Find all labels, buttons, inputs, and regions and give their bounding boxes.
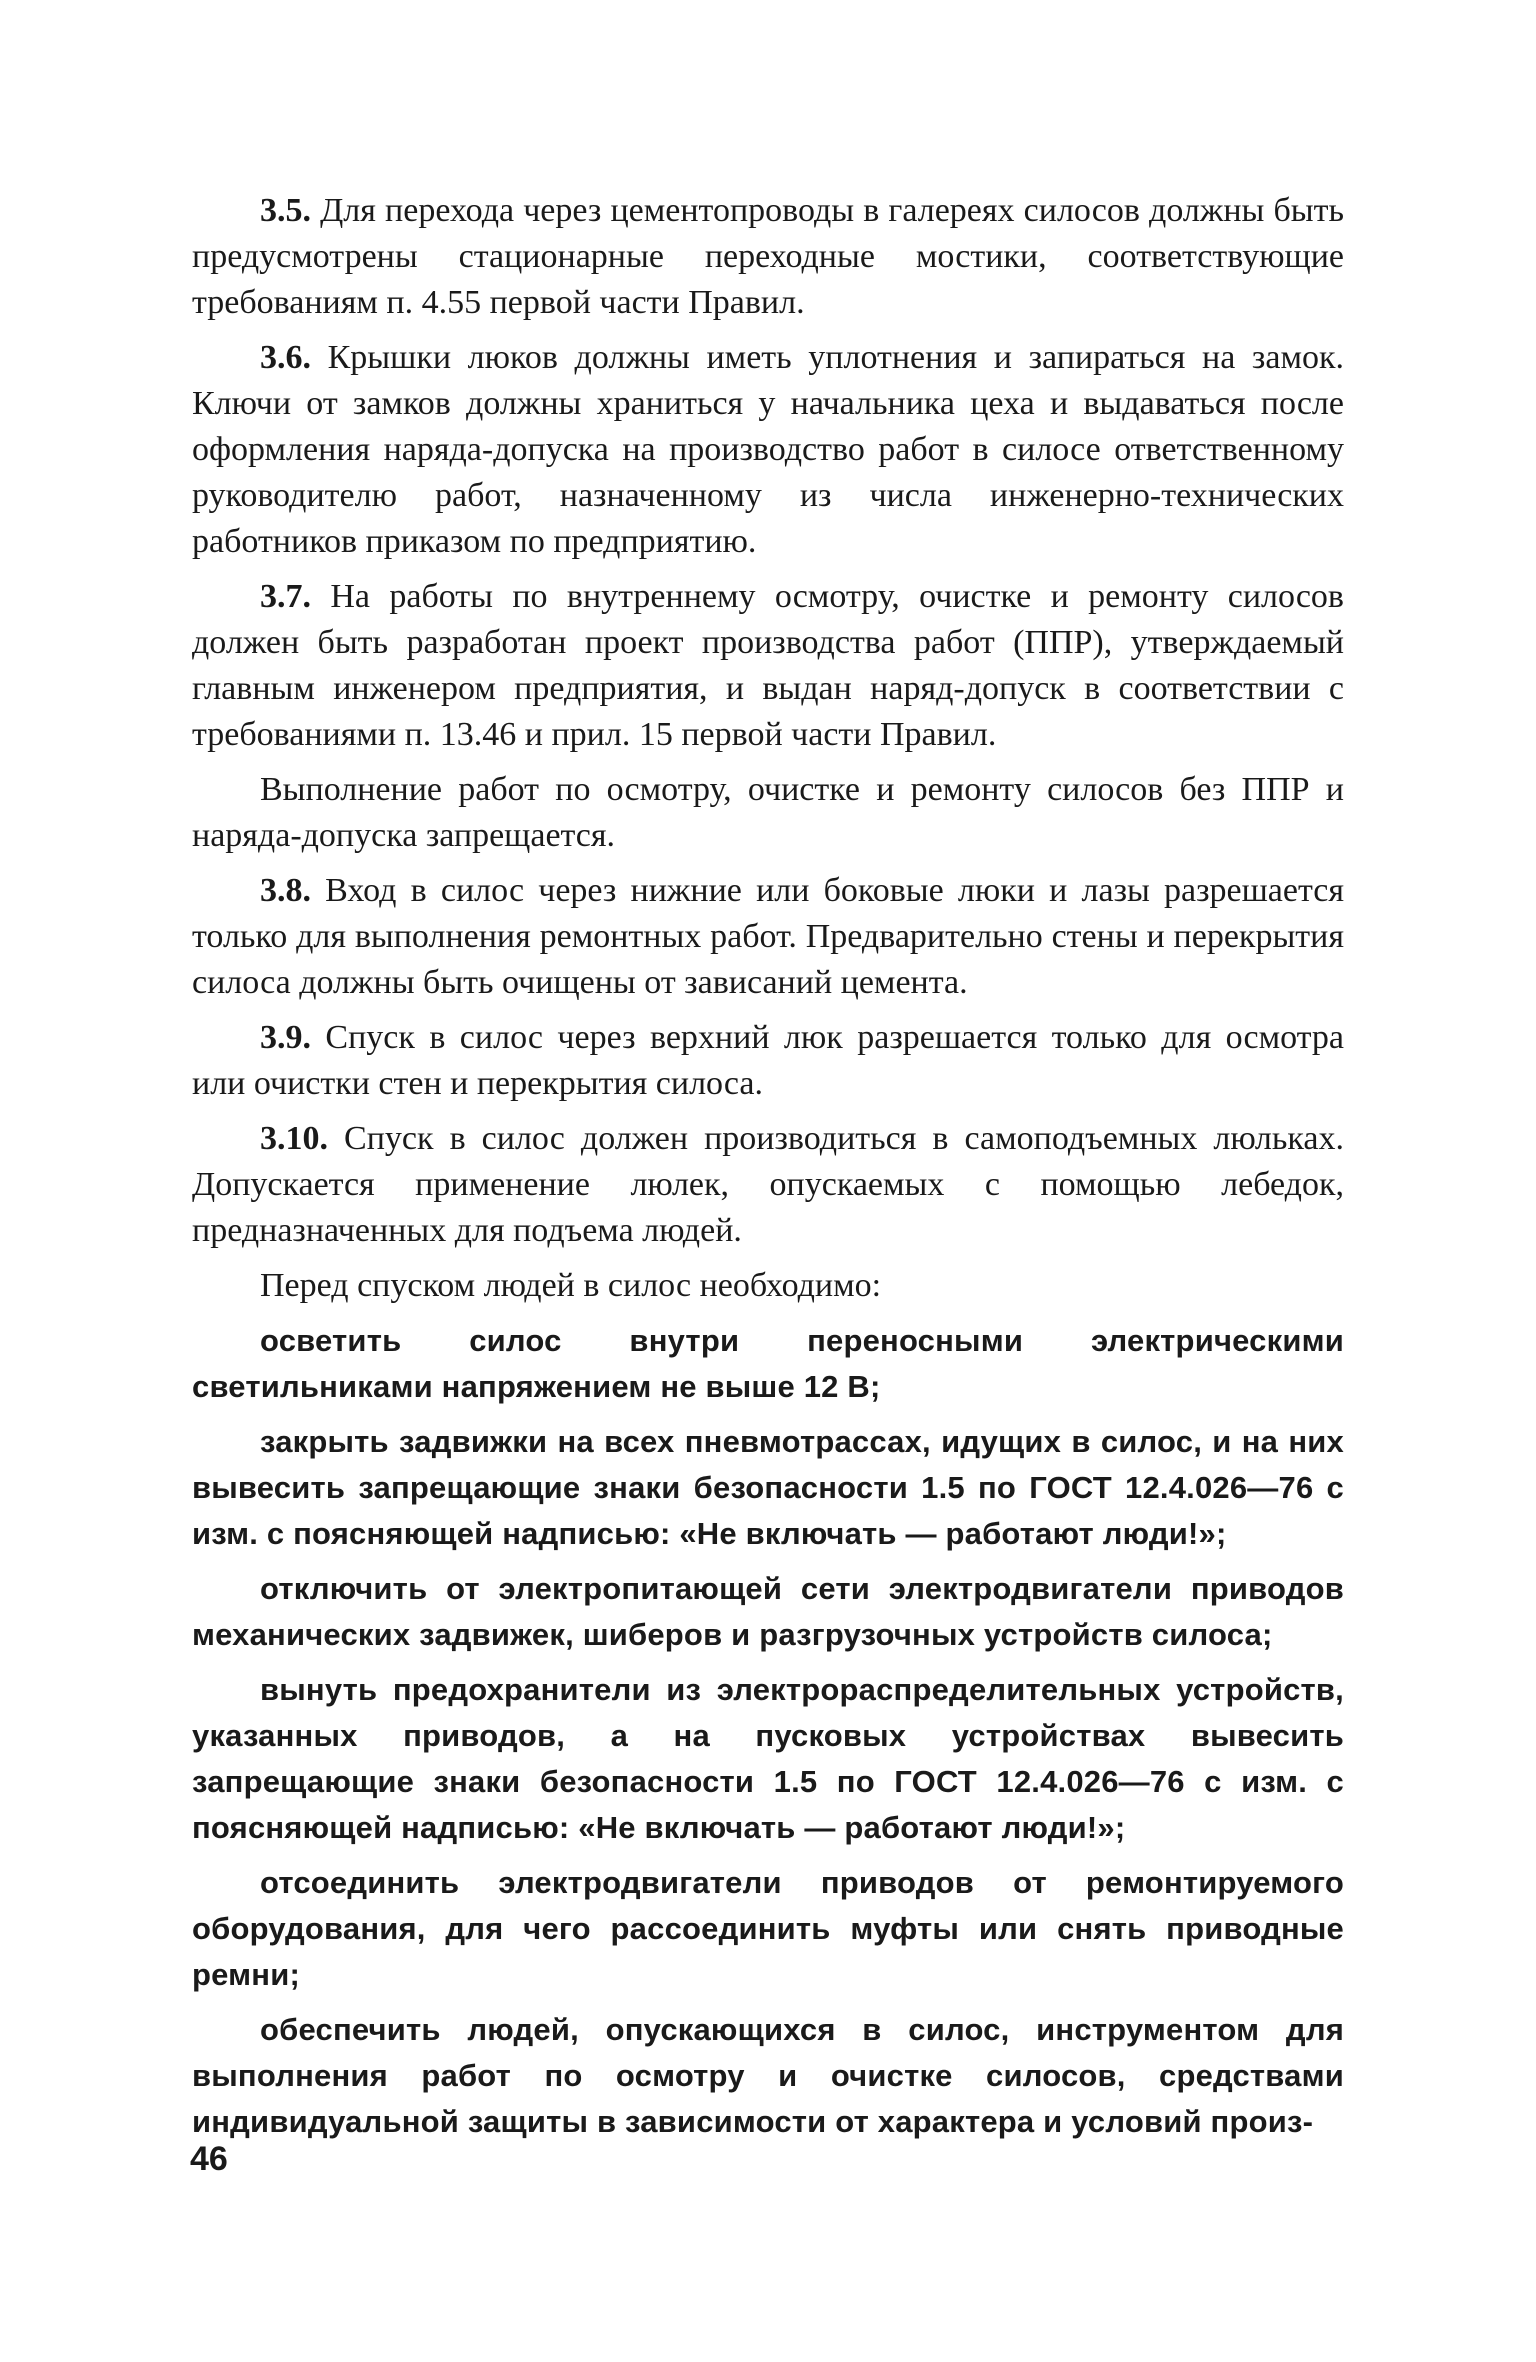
clause-text: Перед спуском людей в силос необходимо: [260, 1267, 882, 1304]
clause-number: 3.5. [260, 192, 311, 229]
list-item-lighting: осветить силос внутри переносными электрическими светильниками напряжением не выше 12 В; [192, 1323, 1344, 1404]
paragraph-3-6 [192, 335, 1344, 565]
paragraph-3-10 [192, 1116, 1344, 1254]
list-item-close-valves: закрыть задвижки на всех пневмотрассах, идущих в силос, и на них вывесить запрещающие знаки безопасности 1.5 по ГОСТ 12.4.026—76 с изм. с поясняющей надписью: «Не включать — работают люди!»; [192, 1424, 1344, 1551]
clause-number: 3.10. [260, 1120, 328, 1157]
clause-text: Для перехода через цементопроводы в галереях силосов должны быть предусмотрены стационарные переходные мостики, соответствующие требованиям п. 4.55 первой части Правил. [192, 192, 1344, 321]
clause-text: Спуск в силос должен производиться в самоподъемных люльках. Допускается применение люлек, опускаемых с помощью лебедок, предназначенных для подъема людей. [192, 1120, 1344, 1249]
list-item-disconnect-motors: отсоединить электродвигатели приводов от ремонтируемого оборудования, для чего рассоединить муфты или снять приводные ремни; [192, 1865, 1344, 1992]
paragraph-before-descent [192, 1263, 1344, 1309]
list-item-provide-equipment: обеспечить людей, опускающихся в силос, инструментом для выполнения работ по осмотру и очистке силосов, средствами индивидуальной защиты в зависимости от характера и условий произ- [192, 2012, 1344, 2139]
paragraph-3-9 [192, 1015, 1344, 1107]
paragraph-ppr-prohibition [192, 767, 1344, 859]
clause-text: Вход в силос через нижние или боковые люки и лазы разрешается только для выполнения ремонтных работ. Предварительно стены и перекрытия силоса должны быть очищены от зависаний цемента. [192, 872, 1344, 1001]
clause-number: 3.7. [260, 578, 311, 615]
page-number: 46 [190, 2140, 228, 2178]
clause-text: Спуск в силос через верхний люк разрешается только для осмотра или очистки стен и перекрытия силоса. [192, 1019, 1344, 1102]
paragraph-3-5 [192, 188, 1344, 326]
list-item-disconnect-power: отключить от электропитающей сети электродвигатели приводов механических задвижек, шиберов и разгрузочных устройств силоса; [192, 1571, 1344, 1652]
clause-number: 3.8. [260, 872, 311, 909]
paragraph-3-8 [192, 868, 1344, 1006]
clause-text: Выполнение работ по осмотру, очистке и ремонту силосов без ППР и наряда-допуска запрещается. [192, 771, 1344, 854]
paragraph-3-7 [192, 574, 1344, 758]
clause-number: 3.6. [260, 339, 311, 376]
list-item-remove-fuses: вынуть предохранители из электрораспределительных устройств, указанных приводов, а на пусковых устройствах вывесить запрещающие знаки безопасности 1.5 по ГОСТ 12.4.026—76 с изм. с поясняющей надписью: «Не включать — работают люди!»; [192, 1672, 1344, 1845]
clause-number: 3.9. [260, 1019, 311, 1056]
document-page [192, 188, 1344, 2154]
clause-text: Крышки люков должны иметь уплотнения и запираться на замок. Ключи от замков должны храниться у начальника цеха и выдаваться после оформления наряда-допуска на производство работ в силосе ответственному руководителю работ, назначенному из числа инженерно-технических работников приказом по предприятию. [192, 339, 1344, 560]
clause-text: На работы по внутреннему осмотру, очистке и ремонту силосов должен быть разработан проект производства работ (ППР), утверждаемый главным инженером предприятия, и выдан наряд-допуск в соответствии с требованиями п. 13.46 и прил. 15 первой части Правил. [192, 578, 1344, 753]
